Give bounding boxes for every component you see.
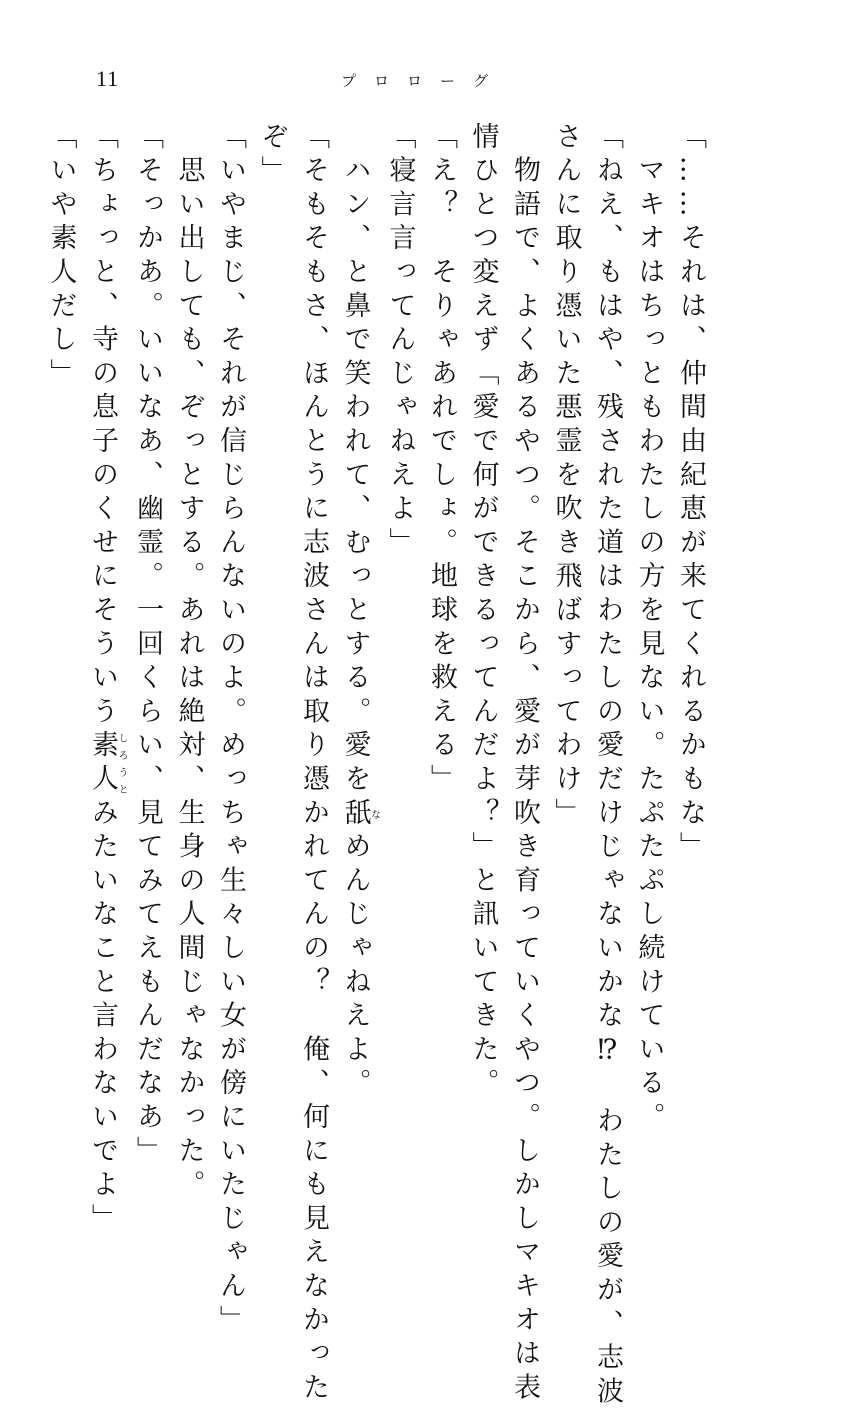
ruby-base: 舐 [339,798,371,832]
text-segment: みたいなこと言わないでよ」 [87,798,118,1238]
ruby-reading: しろうと [116,730,127,798]
text-line: 「いやまじ、それが信じらんないのよ。めっちゃ生々しい女が傍にいたじゃん」 [215,122,246,1339]
text-line [82,122,127,1238]
text-line [334,122,379,1140]
body-text [40,122,711,1410]
text-line: 情ひとつ変えず「愛で何ができるってんだよ？」と訊いてきた。 [467,122,499,1103]
text-line: 「いや素人だし」 [45,122,77,393]
text-line: 「……それは、仲間由紀恵が来てくれるかもな」 [675,122,706,866]
ruby-word [87,730,127,799]
text-line: 「寝言言ってんじゃねえよ」 [384,122,416,562]
text-line: 「え？ そりゃあれでしょ。地球を救える」 [426,122,457,798]
page-number: 11 [96,66,120,91]
ruby-reading: な [368,798,380,832]
text-segment: ハン、と鼻で笑われて、むっとする。愛を [339,122,371,798]
text-line: マキオはちっともわたしの方を見ない。たぷたぷし続けている。 [633,122,665,1136]
text-line: 「そっかあ。いいなあ、幽霊。一回くらい、見てみてえもんだなあ」 [132,122,163,1170]
text-line: ぞ」 [256,122,288,190]
running-head: プロローグ [341,72,507,90]
text-line: 思い出しても、ぞっとする。あれは絶対、生身の人間じゃなかった。 [173,122,205,1204]
text-line: 物語で、よくあるやつ。そこから、愛が芽吹き育っていくやつ。しかしマキオは表 [509,122,540,1407]
text-segment: めんじゃねえよ。 [339,831,371,1103]
text-line: 「ねえ、もはや、残された道はわたしの愛だけじゃないかな⁉ わたしの愛が、志波 [592,122,623,1410]
text-segment: 「ちょっと、寺の息子のくせにそういう [87,122,118,731]
ruby-base: 素人 [87,730,118,799]
text-line: さんに取り憑いた悪霊を吹き飛ばすってわけ」 [550,122,582,832]
text-line: 「そもそもさ、ほんとうに志波さんは取り憑かれてんの？ 俺、何にも見えなかった [298,122,329,1407]
ruby-word [339,798,380,832]
